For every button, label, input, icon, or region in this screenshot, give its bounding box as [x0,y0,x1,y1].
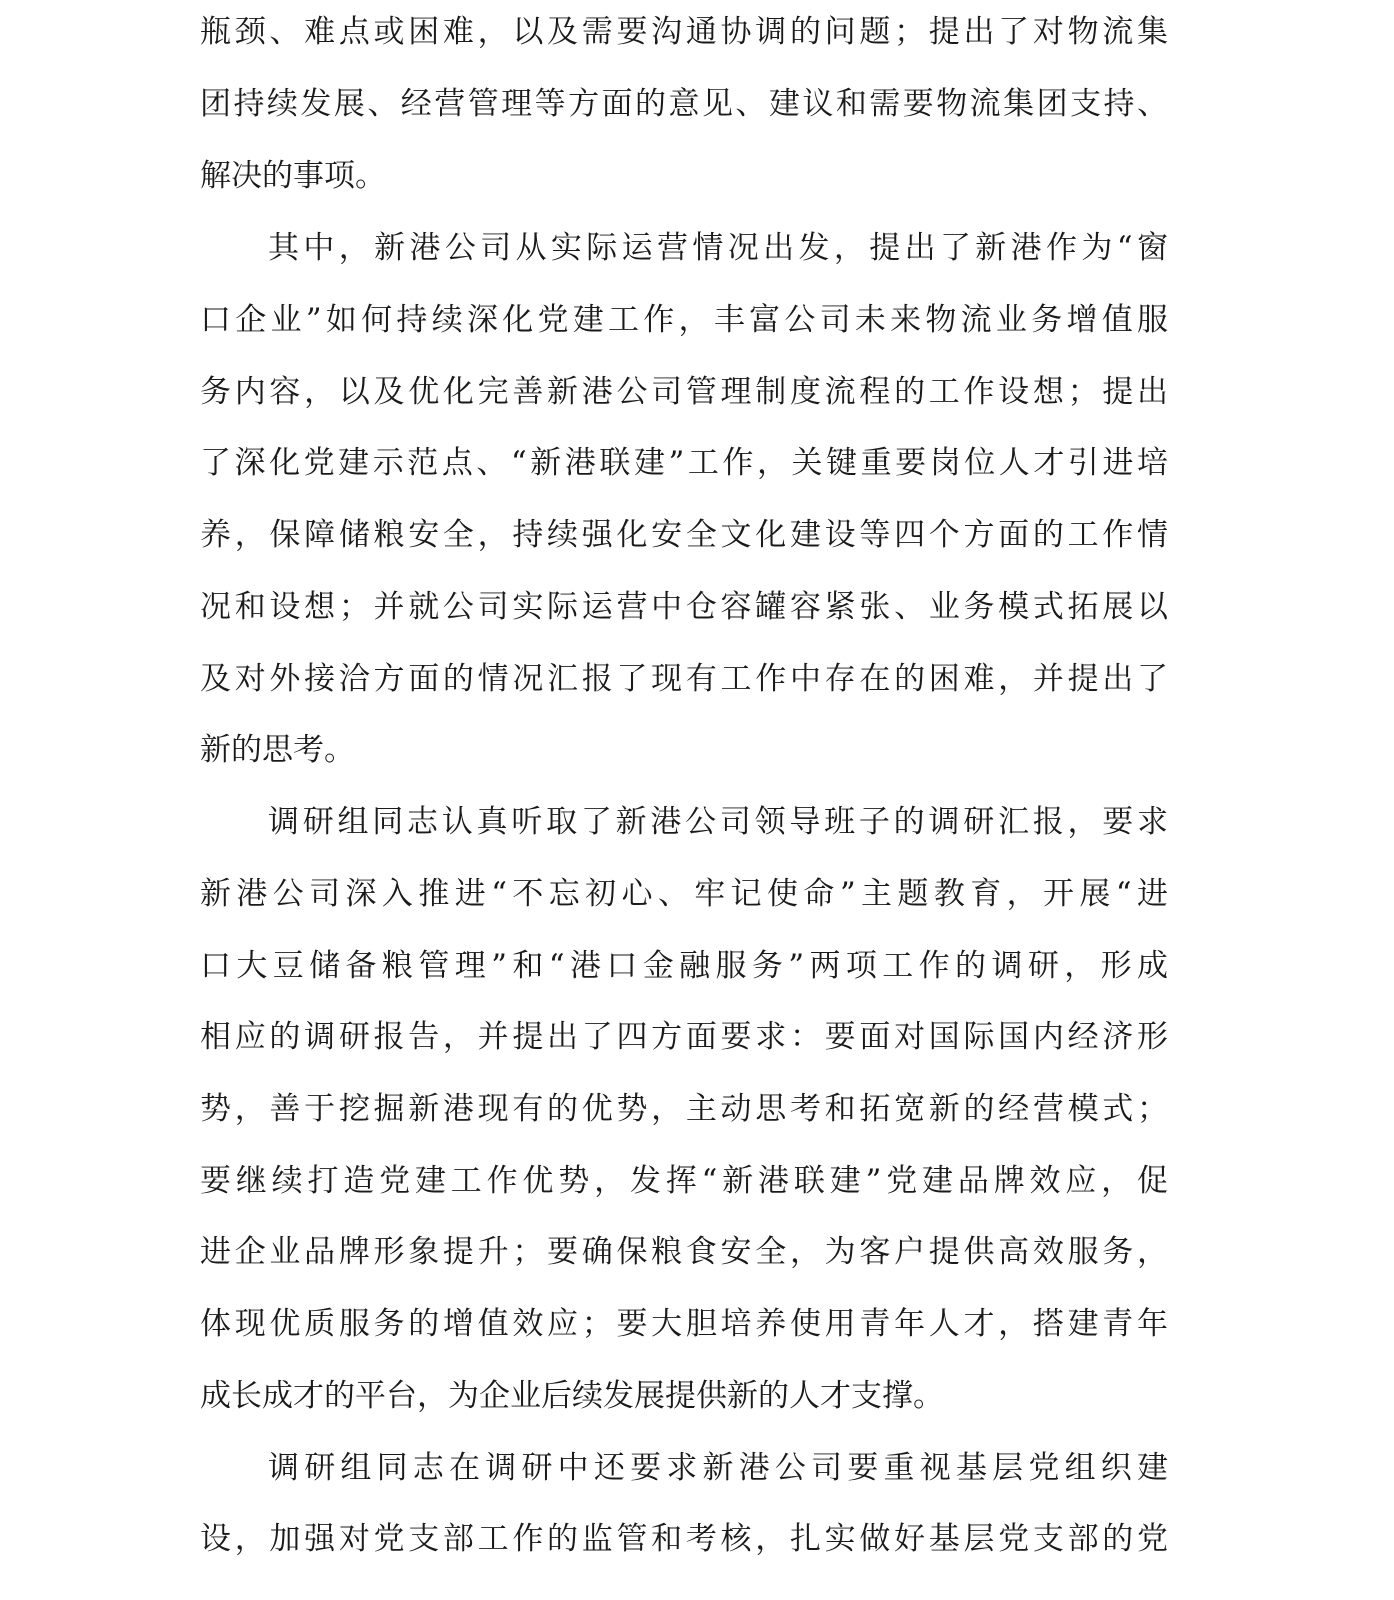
text-line: 了深化党建示范点、“新港联建”工作，关键重要岗位人才引进培 [200,445,1168,481]
text-line: 设，加强对党支部工作的监管和考核，扎实做好基层党支部的党 [200,1521,1168,1557]
text-line: 体现优质服务的增值效应；要大胆培养使用青年人才，搭建青年 [200,1306,1168,1342]
text-line: 新的思考。 [200,732,355,768]
text-line: 瓶颈、难点或困难，以及需要沟通协调的问题；提出了对物流集 [200,14,1168,50]
text-line: 进企业品牌形象提升；要确保粮食安全，为客户提供高效服务， [200,1234,1168,1270]
text-line: 况和设想；并就公司实际运营中仓容罐容紧张、业务模式拓展以 [200,589,1168,625]
text-line: 养，保障储粮安全，持续强化安全文化建设等四个方面的工作情 [200,517,1168,553]
paragraph-first-line: 调研组同志在调研中还要求新港公司要重视基层党组织建 [268,1450,1168,1486]
text-line: 口大豆储备粮管理”和“港口金融服务”两项工作的调研，形成 [200,948,1168,984]
paragraph-first-line: 调研组同志认真听取了新港公司领导班子的调研汇报，要求 [268,804,1168,840]
text-line: 解决的事项。 [200,158,386,194]
text-line: 团持续发展、经营管理等方面的意见、建议和需要物流集团支持、 [200,86,1168,122]
text-line: 相应的调研报告，并提出了四方面要求：要面对国际国内经济形 [200,1019,1168,1055]
text-line: 新港公司深入推进“不忘初心、牢记使命”主题教育，开展“进 [200,876,1168,912]
text-line: 势，善于挖掘新港现有的优势，主动思考和拓宽新的经营模式； [200,1091,1168,1127]
text-line: 要继续打造党建工作优势，发挥“新港联建”党建品牌效应，促 [200,1163,1168,1199]
text-line: 口企业”如何持续深化党建工作，丰富公司未来物流业务增值服 [200,302,1168,338]
text-line: 成长成才的平台，为企业后续发展提供新的人才支撑。 [200,1378,944,1414]
text-line: 及对外接洽方面的情况汇报了现有工作中存在的困难，并提出了 [200,661,1168,697]
paragraph-first-line: 其中，新港公司从实际运营情况出发，提出了新港作为“窗 [268,230,1168,266]
text-line: 务内容，以及优化完善新港公司管理制度流程的工作设想；提出 [200,374,1168,410]
